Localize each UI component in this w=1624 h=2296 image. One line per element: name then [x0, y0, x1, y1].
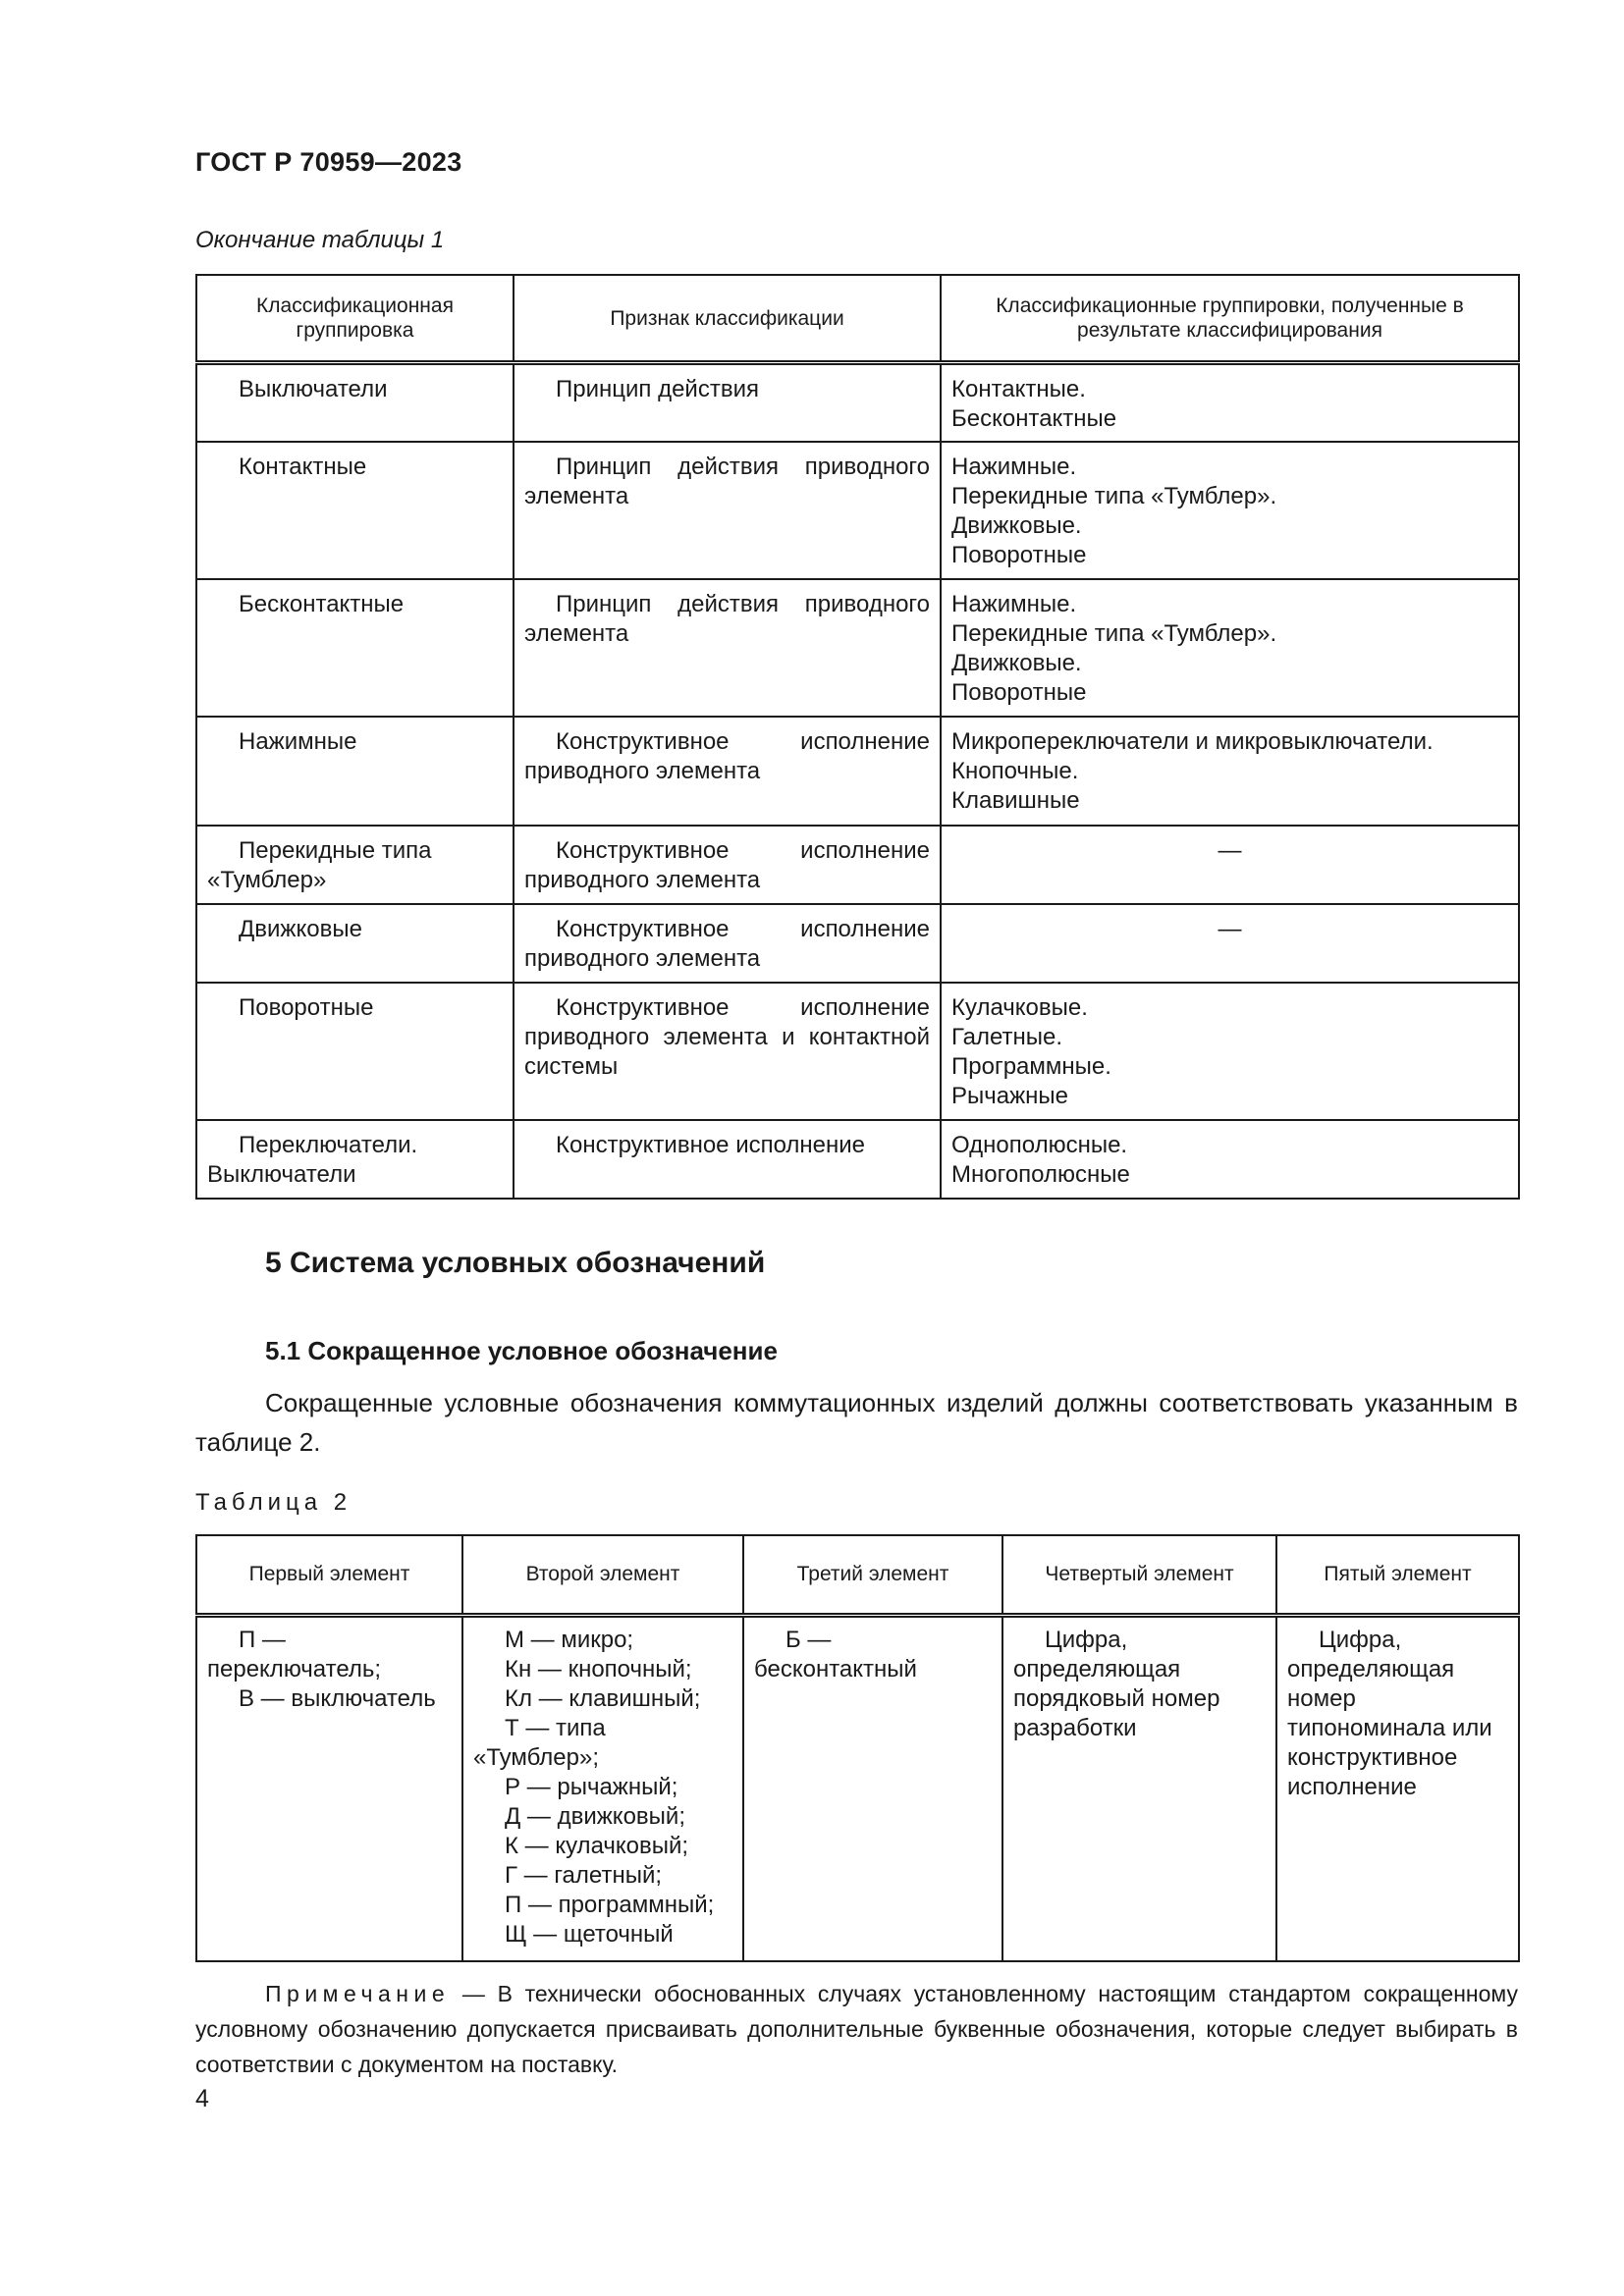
result-item: Движковые.	[951, 649, 1082, 676]
list-item: Щ — щеточный	[505, 1921, 674, 1948]
table-row	[196, 826, 1519, 904]
result-item: Однополюсные.	[951, 1131, 1128, 1158]
table-row	[196, 717, 1519, 826]
result-item: Поворотные	[951, 541, 1087, 568]
fourth-element-cell: Цифра, определяющая порядковый номер разработки	[1002, 1616, 1276, 1961]
subsection-title: 5.1 Сокращенное условное обозначение	[265, 1336, 778, 1365]
note-label: Примечание	[265, 1981, 451, 2006]
feature-cell: Конструктивное исполнение приводного элемента	[514, 717, 941, 826]
group-cell: Движковые	[196, 904, 514, 983]
group-cell: Перекидные типа «Тумблер»	[196, 826, 514, 904]
feature-cell: Конструктивное исполнение	[514, 1120, 941, 1199]
list-item: К — кулачковый;	[505, 1833, 689, 1859]
group-cell: Поворотные	[196, 983, 514, 1120]
table-row	[196, 363, 1519, 442]
group-cell: Нажимные	[196, 717, 514, 826]
table1-header-row	[196, 275, 1519, 363]
list-item: П — программный;	[505, 1892, 715, 1918]
table-row	[196, 983, 1519, 1120]
result-item: Галетные.	[951, 1023, 1063, 1050]
document-header: ГОСТ Р 70959—2023	[195, 147, 462, 177]
feature-cell: Принцип действия	[514, 363, 941, 442]
table-row	[196, 579, 1519, 717]
table2-header-row	[196, 1535, 1519, 1616]
section-title: 5 Система условных обозначений	[265, 1247, 766, 1279]
results-cell: —	[941, 826, 1519, 904]
note-text: — В технически обоснованных случаях установленному настоящим стандартом сокращенному условному обозначению допускается присваивать дополнительные буквенные обозначения, которые следует выбирать в соответствии с документом на поставку.	[195, 1981, 1518, 2077]
list-item: П — переключатель;	[207, 1627, 382, 1682]
results-cell	[941, 579, 1519, 717]
table2-header-cell: Третий элемент	[743, 1535, 1002, 1616]
feature-cell: Конструктивное исполнение приводного элемента	[514, 904, 941, 983]
group-cell: Контактные	[196, 442, 514, 579]
table1-caption: Окончание таблицы 1	[195, 227, 445, 253]
table1-header-cell: Классификационная группировка	[196, 275, 514, 363]
result-item: Перекидные типа «Тумблер».	[951, 482, 1277, 509]
list-item: Т — типа «Тумблер»;	[473, 1715, 606, 1771]
feature-cell: Принцип действия приводного элемента	[514, 442, 941, 579]
list-item: Кл — клавишный;	[505, 1685, 701, 1712]
results-cell	[941, 717, 1519, 826]
result-item: Микропереключатели и микровыключатели.	[951, 727, 1434, 755]
classification-table	[195, 274, 1520, 1200]
results-cell	[941, 442, 1519, 579]
results-cell	[941, 983, 1519, 1120]
result-item: Кулачковые.	[951, 993, 1088, 1021]
table2-header-cell: Пятый элемент	[1276, 1535, 1519, 1616]
table-row	[196, 442, 1519, 579]
page-number: 4	[195, 2085, 209, 2112]
table-row	[196, 1120, 1519, 1199]
result-item: Перекидные типа «Тумблер».	[951, 619, 1277, 647]
group-cell: Выключатели	[196, 363, 514, 442]
result-item: Контактные.	[951, 376, 1086, 402]
table1-header-cell: Признак классификации	[514, 275, 941, 363]
result-item: Клавишные	[951, 786, 1080, 814]
list-item: М — микро;	[505, 1627, 634, 1653]
table2-note	[195, 1976, 1518, 2082]
result-item: Рычажные	[951, 1082, 1069, 1109]
result-item: Нажимные.	[951, 590, 1077, 617]
list-item: В — выключатель	[239, 1685, 436, 1712]
result-item: Нажимные.	[951, 453, 1077, 480]
group-cell: Переключатели. Выключатели	[196, 1120, 514, 1199]
results-cell: —	[941, 904, 1519, 983]
table2-caption: Таблица 2	[195, 1489, 352, 1516]
result-item: Многополюсные	[951, 1160, 1130, 1188]
table1-header-cell: Классификационные группировки, полученные в результате классифицирования	[941, 275, 1519, 363]
third-element-cell: Б — бесконтактный	[743, 1616, 1002, 1961]
group-cell: Бесконтактные	[196, 579, 514, 717]
designation-table	[195, 1534, 1520, 1962]
feature-cell: Принцип действия приводного элемента	[514, 579, 941, 717]
table-row	[196, 1616, 1519, 1961]
results-cell	[941, 363, 1519, 442]
fifth-element-cell: Цифра, определяющая номер типономинала или конструктивное исполнение	[1276, 1616, 1519, 1961]
list-item: Г — галетный;	[505, 1862, 663, 1889]
feature-cell: Конструктивное исполнение приводного элемента	[514, 826, 941, 904]
table-row	[196, 904, 1519, 983]
table2-header-cell: Второй элемент	[462, 1535, 743, 1616]
feature-cell: Конструктивное исполнение приводного элемента и контактной системы	[514, 983, 941, 1120]
list-item: Кн — кнопочный;	[505, 1656, 692, 1682]
section-paragraph: Сокращенные условные обозначения коммутационных изделий должны соответствовать указанным в таблице 2.	[195, 1388, 1518, 1457]
list-item: Д — движковый;	[505, 1803, 685, 1830]
table2-header-cell: Четвертый элемент	[1002, 1535, 1276, 1616]
table2-header-cell: Первый элемент	[196, 1535, 462, 1616]
second-element-cell	[462, 1616, 743, 1961]
result-item: Поворотные	[951, 678, 1087, 706]
results-cell	[941, 1120, 1519, 1199]
result-item: Бесконтактные	[951, 405, 1117, 432]
result-item: Кнопочные.	[951, 757, 1079, 784]
result-item: Программные.	[951, 1052, 1111, 1080]
first-element-cell	[196, 1616, 462, 1961]
list-item: Р — рычажный;	[505, 1774, 678, 1800]
result-item: Движковые.	[951, 511, 1082, 539]
